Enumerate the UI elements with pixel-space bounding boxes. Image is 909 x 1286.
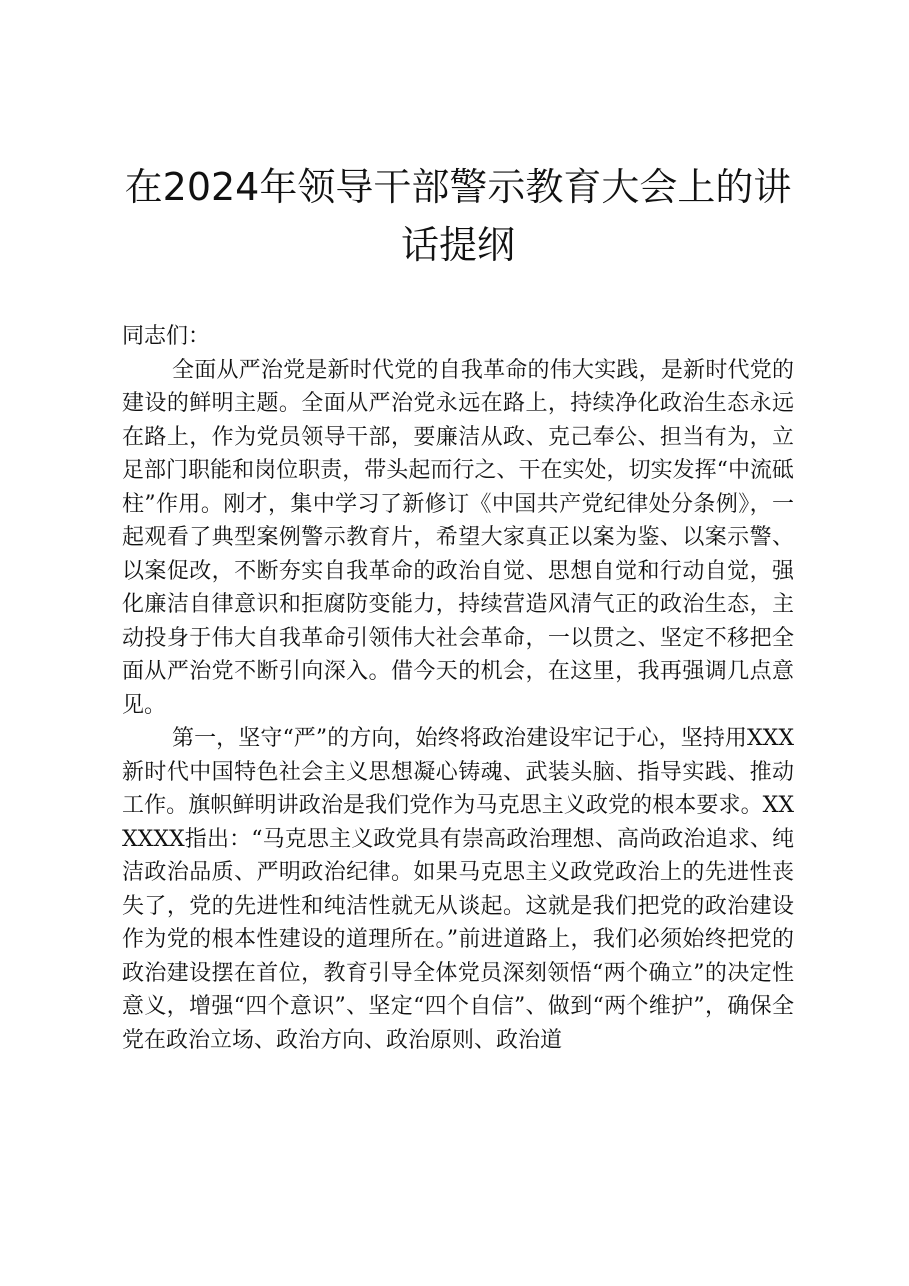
paragraph-intro: 全面从严治党是新时代党的自我革命的伟大实践，是新时代党的建设的鲜明主题。全面从严治党永远在路上，持续净化政治生态永远在路上，作为党员领导干部，要廉洁从政、克己奉公、担当有为，立足部门职能和岗位职责，带头起而行之、干在实处，切实发挥“中流砥柱”作用。刚才，集中学习了新修订《中国共产党纪律处分条例》，一起观看了典型案例警示教育片，希望大家真正以案为鉴、以案示警、以案促改，不断夯实自我革命的政治自觉、思想自觉和行动自觉，强化廉洁自律意识和拒腐防变能力，持续营造风清气正的政治生态，主动投身于伟大自我革命引领伟大社会革命，一以贯之、坚定不移把全面从严治党不断引向深入。借今天的机会，在这里，我再强调几点意见。 (122, 357, 794, 718)
salutation: 同志们： (122, 324, 211, 349)
document-title: 在2024年领导干部警示教育大会上的讲话提纲 (124, 165, 792, 267)
document-body (122, 320, 794, 1057)
paragraph-first-point: 第一，坚守“严”的方向，始终将政治建设牢记于心，坚持用XXX新时代中国特色社会主义思想凝心铸魂、武装头脑、指导实践、推动工作。旗帜鲜明讲政治是我们党作为马克思主义政党的根本要求。XXXXXX指出：“马克思主义政党具有崇高政治理想、高尚政治追求、纯洁政治品质、严明政治纪律。如果马克思主义政党政治上的先进性丧失了，党的先进性和纯洁性就无从谈起。这就是我们把党的政治建设作为党的根本性建设的道理所在。”前进道路上，我们必须始终把党的政治建设摆在首位，教育引导全体党员深刻领悟“两个确立”的决定性意义，增强“四个意识”、坚定“四个自信”、做到“两个维护”，确保全党在政治立场、政治方向、政治原则、政治道 (122, 726, 794, 1053)
